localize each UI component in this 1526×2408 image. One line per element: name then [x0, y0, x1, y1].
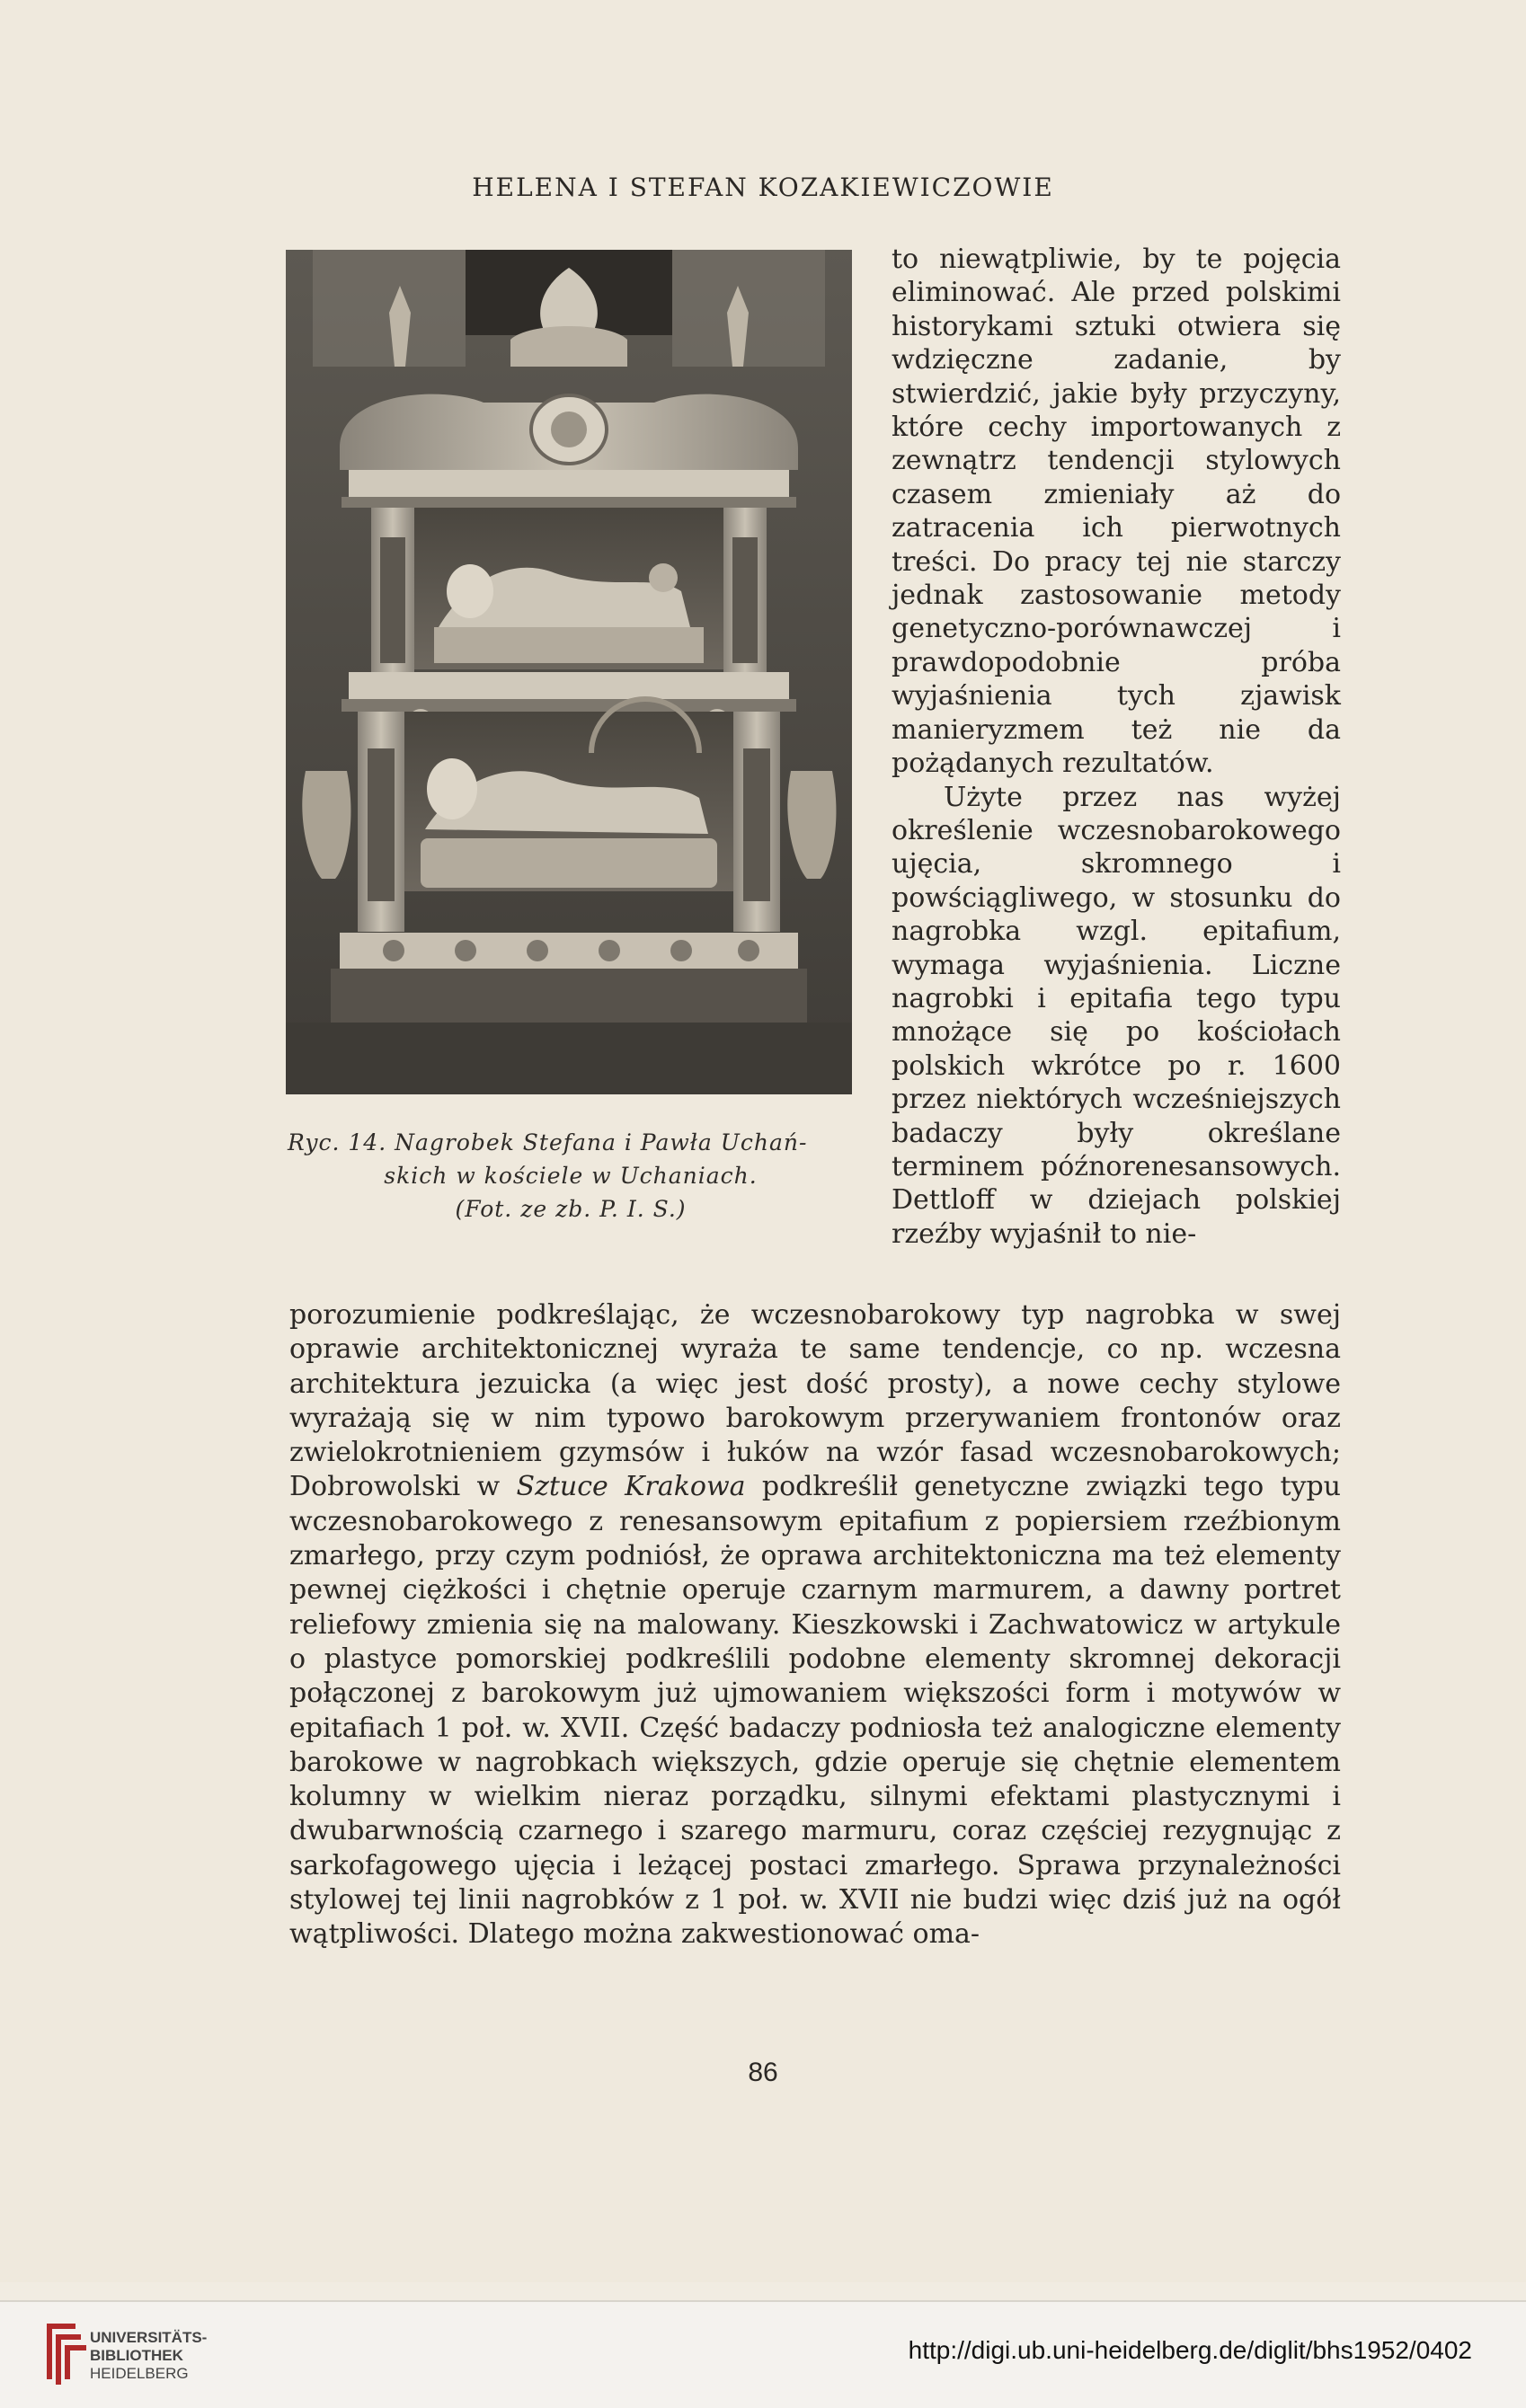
library-name-line: BIBLIOTHEK [90, 2347, 183, 2364]
full-width-text [289, 1298, 1341, 1952]
running-title: HELENA I STEFAN KOZAKIEWICZOWIE [472, 173, 1054, 202]
tomb-photograph [286, 250, 852, 1094]
paragraph: Użyte przez nas wyżej określenie wczesnobarokowego ujęcia, skromnego i powściągliwego, w stosunku do nagrobka wzgl. epitafium, wymaga wyjaśnienia. Liczne nagrobki i epitafia tego typu mnożące się po kościołach polskich wkrótce po r. 1600 przez niektórych wcześniejszych badaczy były określane terminem późnorenesansowych. Dettloff w dziejach polskiej rzeźby wyjaśnił to nie- [892, 781, 1341, 1250]
library-name-line: HEIDELBERG [90, 2365, 189, 2382]
library-name-line: UNIVERSITÄTS- [90, 2329, 208, 2346]
library-name [90, 2329, 207, 2383]
paragraph: to niewątpliwie, by te pojęcia eliminować. Ale przed polskimi historykami sztuki otwiera się wdzięczne zadanie, by stwierdzić, jakie były przyczyny, które cechy importowanych z zewnątrz tendencji stylowych czasem zmieniały aż do zatracenia ich pierwotnych treści. Do pracy tej nie starczy jednak zastosowanie metody genetyczno-porównawczej i prawdopodobnie próba wyjaśnienia tych zjawisk manieryzmem też nie da pożądanych rezultatów. [892, 243, 1341, 780]
italic-title: Sztuce Krakowa [516, 1471, 746, 1503]
tomb-illustration [286, 250, 852, 1094]
library-logo-icon [40, 2315, 90, 2390]
page-number: 86 [748, 2058, 778, 2087]
text-run: podkreślił genetyczne związki tego typu wczesnobarokowego z renesansowym epitafium z popiersiem rzeźbionym zmarłego, przy czym podniósł, że oprawa architektoniczna ma też elementy pewnej ciężkości i chętnie operuje czarnym marmurem, a dawny portret reliefowy zmienia się na malowany. Kieszkowski i Zachwatowicz w artykule o plastyce pomorskiej podkreślili podobne elementy skromnej dekoracji połączonej z barokowym już ujmowaniem większości form i motywów w epitafiach 1 poł. w. XVII. Część badaczy podniosła też analogiczne elementy barokowe w nagrobkach większych, gdzie operuje się chętnie elementem kolumny w wielkim nieraz porządku, silnymi efektami plastycznymi i dwubarwnością czarnego i szarego marmuru, coraz częściej rezygnując z sarkofagowego ujęcia i leżącej postaci zmarłego. Sprawa przynależności stylowej tej linii nagrobków z 1 poł. w. XVII nie budzi więc dziś już na ogół wątpliwości. Dlatego można zakwestionować oma- [289, 1471, 1341, 1951]
document-url-link[interactable]: http://digi.ub.uni-heidelberg.de/diglit/bhs1952/0402 [908, 2336, 1472, 2364]
figure-caption [288, 1126, 854, 1226]
caption-credit: (Fot. ze zb. P. I. S.) [455, 1196, 687, 1222]
caption-line: skich w kościele w Uchaniach. [384, 1163, 758, 1189]
right-column-text [892, 243, 1341, 1251]
caption-line: Ryc. 14. Nagrobek Stefana i Pawła Uchań- [288, 1129, 808, 1155]
text-run: porozumienie podkreślając, że wczesnobarokowy typ nagrobka w swej oprawie architektonicznej wyraża te same tendencje, co np. wczesna architektura jezuicka (a więc jest dość prosty), a nowe cechy stylowe wyrażają się w nim typowo barokowym przerywaniem frontonów oraz zwielokrotnieniem gzymsów i łuków na wzór fasad wczesnobarokowych; Dobrowolski w [289, 1299, 1341, 1503]
library-footer [0, 2300, 1526, 2408]
